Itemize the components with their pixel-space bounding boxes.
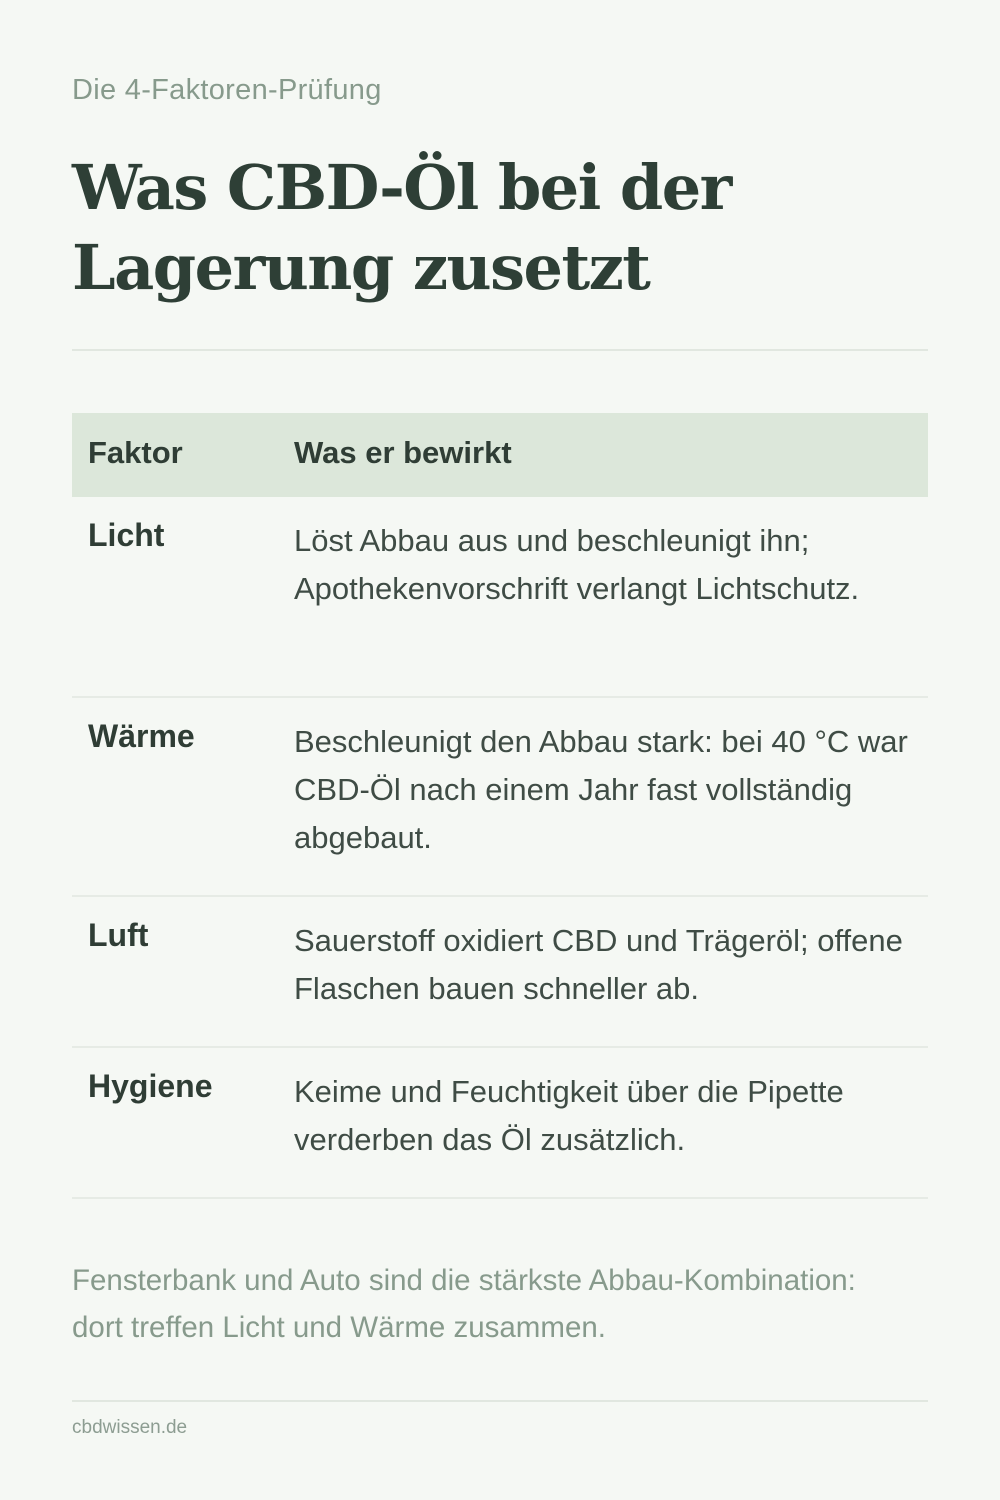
footer-divider — [72, 1400, 928, 1402]
row-factor: Licht — [88, 517, 165, 553]
table-row-hygiene — [72, 1048, 928, 1199]
row-effect: Löst Abbau aus und beschleunigt ihn; Apothekenvorschrift verlangt Lichtschutz. — [294, 523, 860, 606]
row-factor: Wärme — [88, 718, 195, 754]
table-row-licht — [72, 497, 928, 698]
table-row-luft — [72, 897, 928, 1048]
footer-note: Fensterbank und Auto sind die stärkste Abbau-Kombination: dort treffen Licht und Wärme zusammen. — [72, 1264, 856, 1344]
table-row-waerme — [72, 698, 928, 897]
table-header — [72, 413, 928, 497]
row-factor: Hygiene — [88, 1068, 213, 1104]
row-effect: Beschleunigt den Abbau stark: bei 40 °C war CBD-Öl nach einem Jahr fast vollständig abgebaut. — [294, 724, 908, 855]
row-factor: Luft — [88, 917, 149, 953]
infographic-card — [72, 0, 928, 1500]
column-header-factor: Faktor — [88, 435, 183, 470]
source-label: cbdwissen.de — [72, 1417, 188, 1438]
factor-table — [72, 413, 928, 1199]
row-effect: Keime und Feuchtigkeit über die Pipette verderben das Öl zusätzlich. — [294, 1074, 844, 1157]
title-divider — [72, 349, 928, 351]
eyebrow-label: Die 4-Faktoren-Prüfung — [72, 74, 382, 106]
row-effect: Sauerstoff oxidiert CBD und Trägeröl; offene Flaschen bauen schneller ab. — [294, 923, 903, 1006]
column-header-effect: Was er bewirkt — [294, 435, 512, 470]
page-title: Was CBD-Öl bei der Lagerung zusetzt — [72, 151, 731, 304]
